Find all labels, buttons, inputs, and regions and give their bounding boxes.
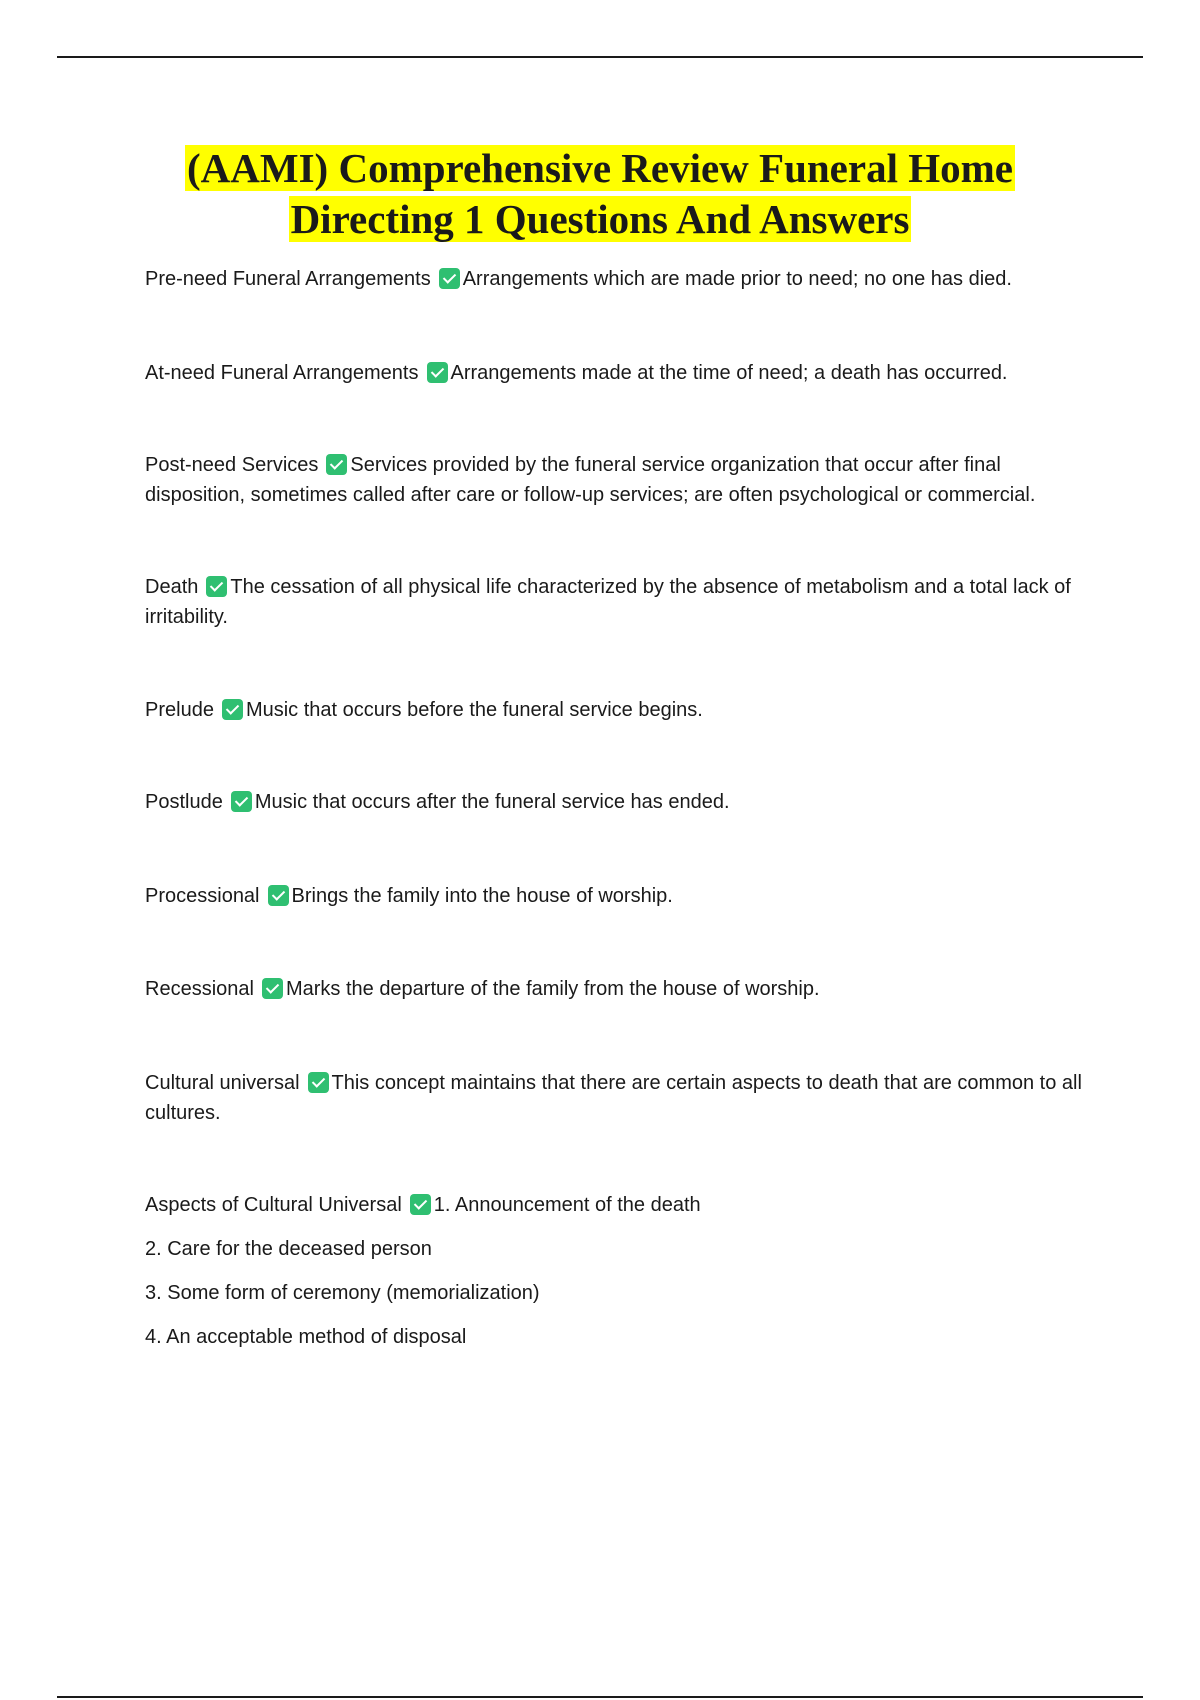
bottom-rule (57, 1696, 1143, 1698)
entry-answer: Music that occurs after the funeral service has ended. (254, 791, 730, 813)
entry-answer: Music that occurs before the funeral service begins. (245, 699, 703, 721)
check-icon (206, 576, 227, 597)
entry-term: Prelude (145, 699, 214, 721)
entry-term: Pre-need Funeral Arrangements (145, 268, 431, 290)
entry-answer: 1. Announcement of the death (433, 1194, 701, 1216)
qa-entry (145, 787, 1085, 817)
check-icon (308, 1072, 329, 1093)
entry-term: Postlude (145, 791, 223, 813)
qa-entry (145, 695, 1085, 725)
entry-term: Cultural universal (145, 1072, 300, 1094)
list-item: 2. Care for the deceased person (145, 1238, 432, 1260)
entry-term: Processional (145, 885, 260, 907)
check-icon (427, 362, 448, 383)
check-icon (439, 268, 460, 289)
qa-entry (145, 1068, 1085, 1128)
entry-answer: The cessation of all physical life characterized by the absence of metabolism and a total lack of irritability. (145, 576, 1071, 628)
title-line-2: Directing 1 Questions And Answers (290, 196, 910, 242)
entry-answer: This concept maintains that there are certain aspects to death that are common to all cultures. (145, 1072, 1082, 1124)
qa-entry (145, 264, 1085, 294)
qa-entry (145, 881, 1085, 911)
check-icon (262, 978, 283, 999)
top-rule (57, 56, 1143, 58)
entry-answer: Services provided by the funeral service organization that occur after final disposition, sometimes called after care or follow-up services; are often psychological or commercial. (145, 454, 1036, 506)
qa-entry (145, 974, 1085, 1004)
check-icon (326, 454, 347, 475)
entry-answer: Arrangements which are made prior to need; no one has died. (462, 268, 1012, 290)
qa-entry (145, 358, 1085, 388)
entry-term: Post-need Services (145, 454, 319, 476)
page-title (0, 143, 1200, 245)
check-icon (268, 885, 289, 906)
qa-entry (145, 1190, 1085, 1220)
entry-term: Recessional (145, 978, 254, 1000)
check-icon (410, 1194, 431, 1215)
list-item: 3. Some form of ceremony (memorialization) (145, 1282, 540, 1304)
entry-answer: Marks the departure of the family from the house of worship. (285, 978, 820, 1000)
qa-entry (145, 450, 1085, 510)
entry-answer: Brings the family into the house of worship. (291, 885, 673, 907)
entry-term: Aspects of Cultural Universal (145, 1194, 402, 1216)
entry-term: Death (145, 576, 199, 598)
entry-term: At-need Funeral Arrangements (145, 362, 419, 384)
entry-answer: Arrangements made at the time of need; a death has occurred. (450, 362, 1008, 384)
qa-entry (145, 572, 1085, 632)
check-icon (231, 791, 252, 812)
check-icon (222, 699, 243, 720)
list-item: 4. An acceptable method of disposal (145, 1326, 467, 1348)
title-line-1: (AAMI) Comprehensive Review Funeral Home (187, 145, 1013, 191)
qa-list (145, 264, 1085, 1352)
